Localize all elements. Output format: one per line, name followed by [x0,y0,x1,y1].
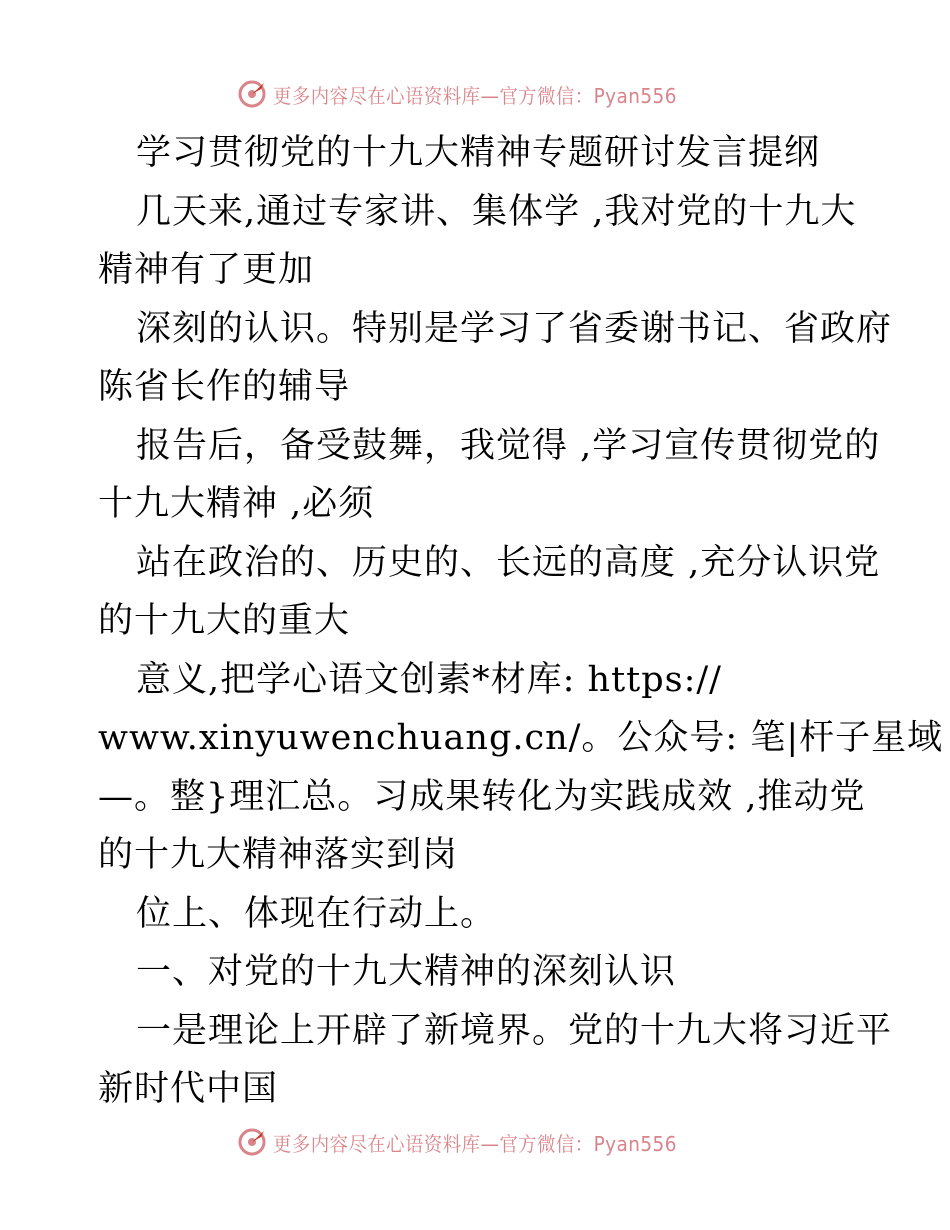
footer-watermark [0,1120,950,1164]
paragraph-line: 意义,把学心语文创素*材库: https:// [136,659,722,700]
header-watermark-text: 更多内容尽在心语资料库—官方微信：Pyan556 [273,83,678,108]
section-heading: 一、对党的十九大精神的深刻认识 [136,952,677,992]
paragraph-line: 位上、体现在行动上。 [136,893,497,934]
paragraph-line: 一是理论上开辟了新境界。党的十九大将习近平 [136,1010,893,1051]
paragraph-line: 站在政治的、历史的、长远的高度 ,充分认识党 [136,542,881,583]
document-body [98,124,944,1119]
footer-watermark-text: 更多内容尽在心语资料库—官方微信：Pyan556 [273,1131,678,1156]
header-watermark [0,72,950,116]
paragraph-line: 陈省长作的辅导 [98,367,351,407]
brush-logo-icon [237,1127,267,1157]
paragraph-line: —。整}理汇总。习成果转化为实践成效 ,推动党 [98,776,866,817]
paragraph-line: www.xinyuwenchuang.cn/。公众号: 笔|杆子星域 [98,718,944,758]
paragraph-line: 新时代中国 [98,1069,279,1109]
header-watermark-group [237,79,712,109]
paragraph-line: 的十九大精神落实到岗 [98,835,459,875]
paragraph-line: 几天来,通过专家讲、集体学 ,我对党的十九大 [136,191,857,232]
document-title: 学习贯彻党的十九大精神专题研讨发言提纲 [136,133,821,173]
paragraph-line: 精神有了更加 [98,250,315,290]
paragraph-line: 深刻的认识。特别是学习了省委谢书记、省政府 [136,308,893,349]
paragraph-line: 的十九大的重大 [98,601,351,641]
paragraph-line: 十九大精神 ,必须 [98,484,375,524]
footer-watermark-group [237,1127,712,1157]
paragraph-line: 报告后，备受鼓舞，我觉得 ,学习宣传贯彻党的 [136,425,881,466]
brush-logo-icon [237,79,267,109]
